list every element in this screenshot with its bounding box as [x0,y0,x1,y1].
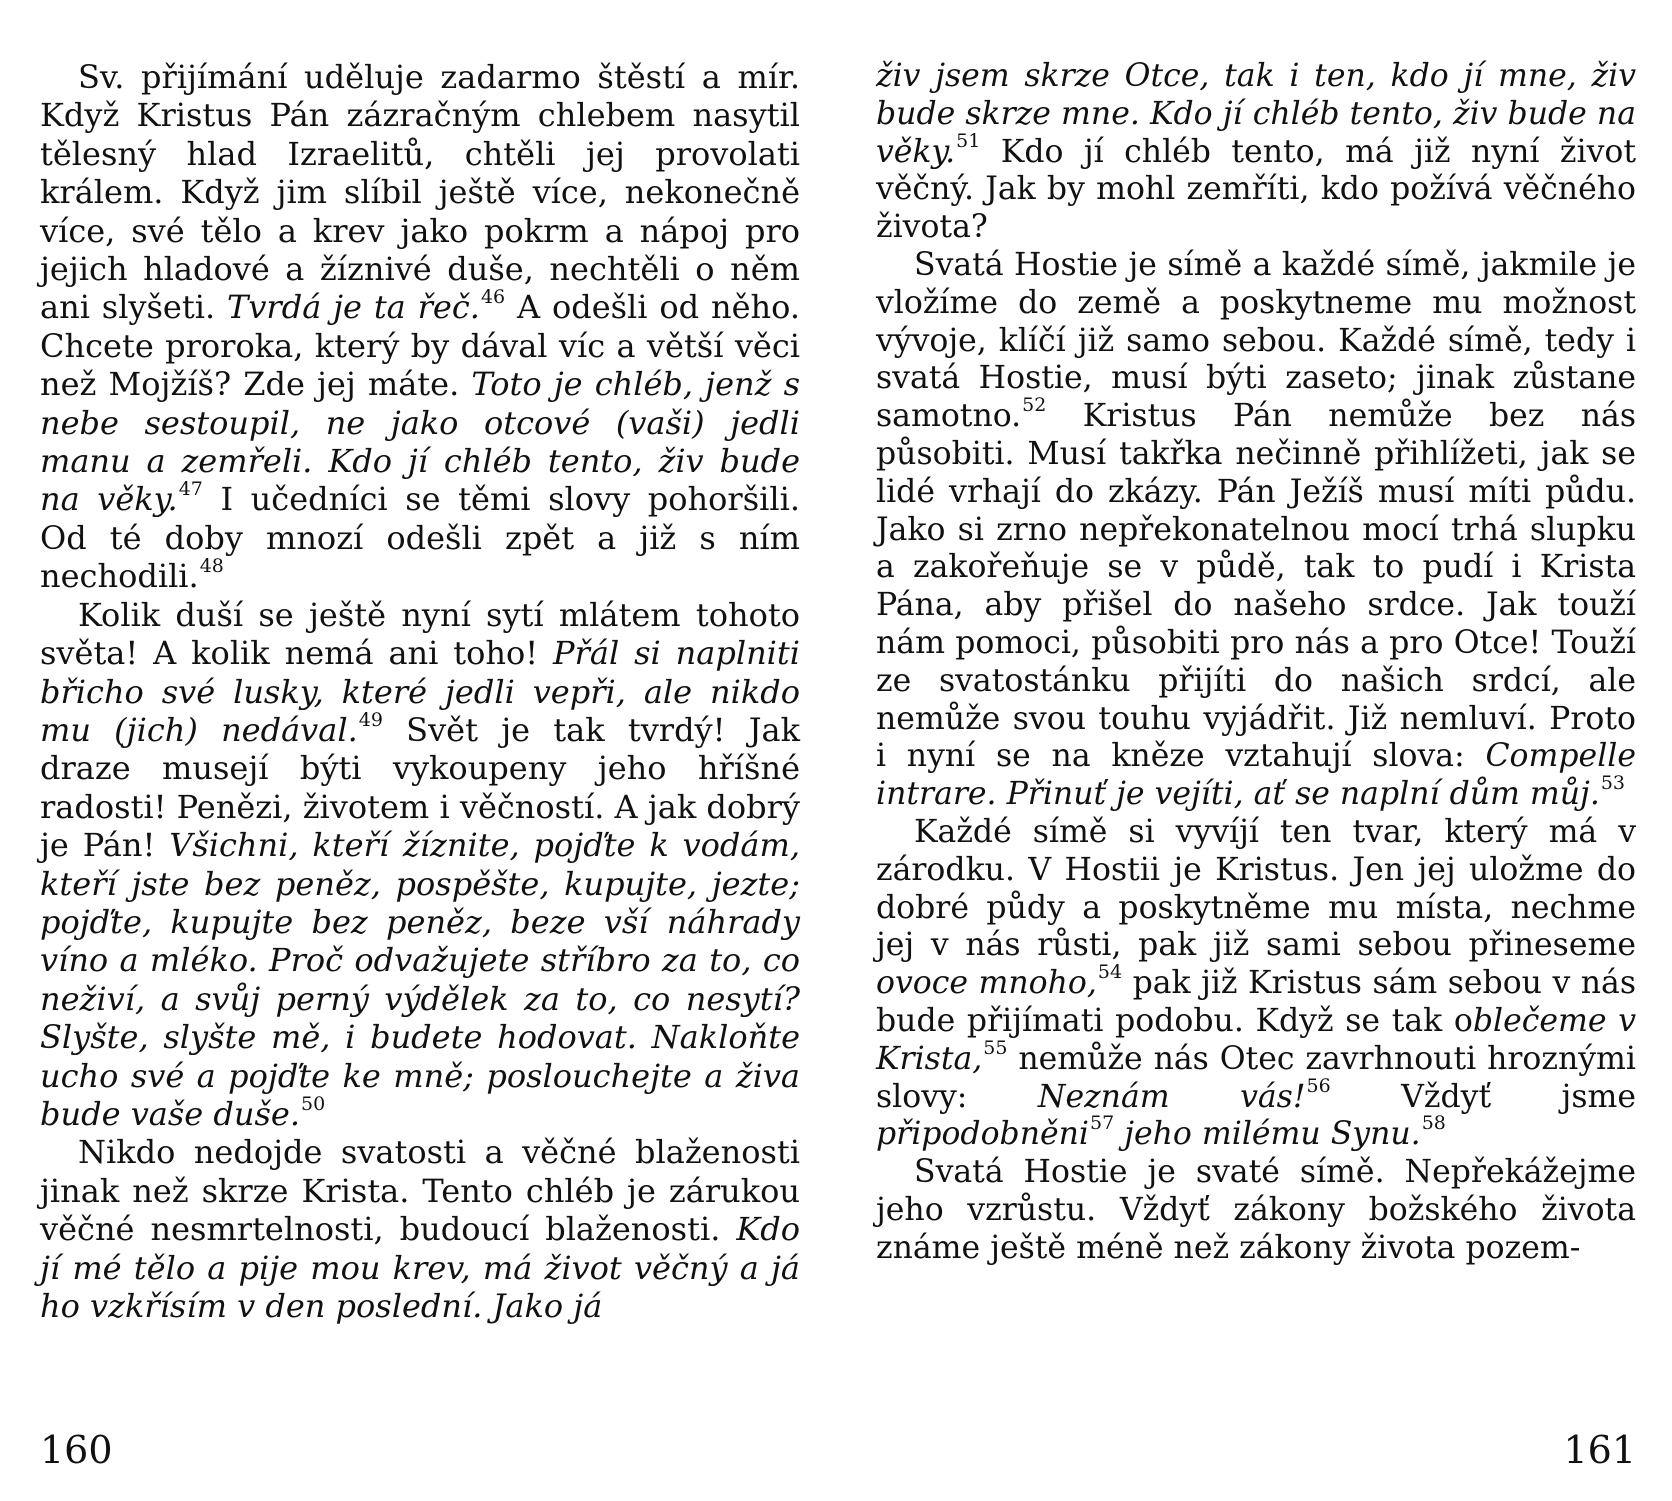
footnote-marker: 47 [178,478,203,501]
body-text: Svatá Hostie je símě a každé símě, jakmile je vložíme do země a poskytneme mu možnost vývoje, klíčí již samo sebou. Každé símě, tedy i svatá Hostie, musí býti zaseto; jinak zůstane samotno. [876,246,1636,435]
left-text-column [40,58,800,1325]
footnote-marker: 57 [1090,1112,1115,1135]
body-text: Kolik duší se ještě nyní sytí mlátem tohoto světa! A kolik nemá ani toho! [40,595,800,673]
paragraph [40,58,800,596]
right-text-column [876,58,1636,1268]
body-text: Vždyť jsme [1330,1078,1637,1115]
italic-quote: Neznám vás! [1037,1078,1306,1115]
italic-quote: Toto je chléb, jenž s nebe sestoupil, ne jako otcové (vaši) jedli manu a zemřeli. Kdo jí chléb tento, živ bude na věky. [40,365,801,519]
body-text: Sv. přijímání uděluje zadarmo štěstí a mír. Když Kristus Pán zázračným chlebem nasytil tělesný hlad Izraelitů, chtěli jej provolati králem. Když jim slíbil ještě více, nekonečně více, své tělo a krev jako pokrm a nápoj pro jejich hladové a žíznivé duše, nechtěli o něm ani slyšeti. [40,58,800,327]
body-text: Kdo jí chléb tento, má již nyní život věčný. Jak by mohl zemříti, kdo požívá věčného života? [876,133,1636,246]
footnote-marker: 52 [1022,394,1047,417]
footnote-marker: 48 [199,555,224,578]
paragraph [876,814,1636,1154]
italic-quote: blečeme v Krista, [876,1002,1637,1077]
body-text: nemůže nás Otec zavrhnouti hroznými slovy: [876,1040,1636,1115]
italic-quote: Tvrdá je ta řeč. [226,288,480,327]
body-text: I učedníci se těmi slovy pohoršili. Od té doby mnozí odešli zpět a již s ním nechodili. [40,480,801,596]
footnote-marker: 55 [983,1036,1008,1059]
footnote-marker: 49 [358,708,383,731]
footnote-marker: 56 [1306,1074,1331,1097]
left-page [40,58,800,1478]
paragraph [40,1133,800,1325]
body-text: Svatá Hostie je svaté símě. Nepřekážejme jeho vzrůstu. Vždyť zákony božského života známe ještě méně než zákony života pozem- [876,1154,1636,1266]
italic-quote: Kdo jí mé tělo a pije mou krev, má život věčný a já ho vzkřísím v den poslední. Jako já [40,1210,800,1325]
left-page-number: 160 [40,1428,113,1472]
footnote-marker: 53 [1600,772,1626,795]
italic-quote: Přál si naplniti břicho své lusky, které jedli vepři, ale nikdo mu (jich) nedával. [40,634,800,749]
italic-quote: ovoce mnoho, [876,965,1097,1002]
footnote-marker: 46 [480,286,506,309]
footnote-marker: 58 [1421,1112,1446,1135]
right-page [876,58,1636,1478]
italic-quote: živ jsem skrze Otce, tak i ten, kdo jí mne, živ bude skrze mne. Kdo jí chléb tento, živ bude na věky. [876,58,1636,170]
body-text: Každé símě si vyvíjí ten tvar, který má v zárodku. V Hostii je Kristus. Jen jej uložme do dobré půdy a poskytněme mu místa, nechme jej v nás růsti, pak již sami sebou přineseme [876,813,1636,964]
body-text: A odešli od něho. Chcete proroka, který by dával víc a větší věci než Mojžíš? Zde jej máte. [40,288,801,404]
body-text: Nikdo nedojde svatosti a věčné blaženosti jinak než skrze Krista. Tento chléb je zárukou věčné nesmrtelnosti, budoucí blaženosti. [40,1133,800,1249]
body-text [1114,1116,1124,1152]
body-text: pak již Kristus sám sebou v nás bude přijímati podobu. Když se tak o [876,965,1636,1039]
paragraph [876,247,1636,814]
body-text: Svět je tak tvrdý! Jak draze musejí býti vykoupeny jeho hříšné radosti! Penězi, životem i věčností. A jak dobrý je Pán! [40,710,801,865]
body-text: Kristus Pán nemůže bez nás působiti. Musí takřka nečinně přihlížeti, jak se lidé vrhají do zkázy. Pán Ježíš musí míti půdu. Jako si zrno nepřekonatelnou mocí trhá slupku a zakořeňuje se v půdě, tak to pudí i Krista Pána, aby přišel do našeho srdce. Jak touží nám pomoci, působiti pro nás a pro Otce! Touží ze svatostánku přijíti do našich srdcí, ale nemůže svou touhu vyjádřit. Již nemluví. Proto i nyní se na kněze vztahují slova: [876,398,1636,775]
italic-quote: Compelle intrare. Přinuť je vejíti, ať se naplní dům můj. [876,738,1636,813]
italic-quote: jeho milému Synu. [1124,1116,1421,1153]
footnote-marker: 50 [301,1092,326,1115]
right-page-number: 161 [1563,1428,1636,1472]
paragraph [876,1154,1636,1267]
paragraph [40,596,800,1134]
italic-quote: Všichni, kteří žíznite, pojďte k vodám, kteří jste bez peněz, pospěšte, kupujte, jezte; pojďte, kupujte bez peněz, beze vší náhrady víno a mléko. Proč odvažujete stříbro za to, co neživí, a svůj perný výdělek za to, co nesytí? Slyšte, slyšte mě, i budete hodovat. Nakloňte ucho své a pojďte ke mně; poslouchejte a živa bude vaše duše. [40,826,801,1133]
footnote-marker: 51 [956,129,981,152]
footnote-marker: 54 [1097,961,1123,984]
italic-quote: připodobněni [876,1116,1090,1153]
paragraph [876,58,1636,247]
